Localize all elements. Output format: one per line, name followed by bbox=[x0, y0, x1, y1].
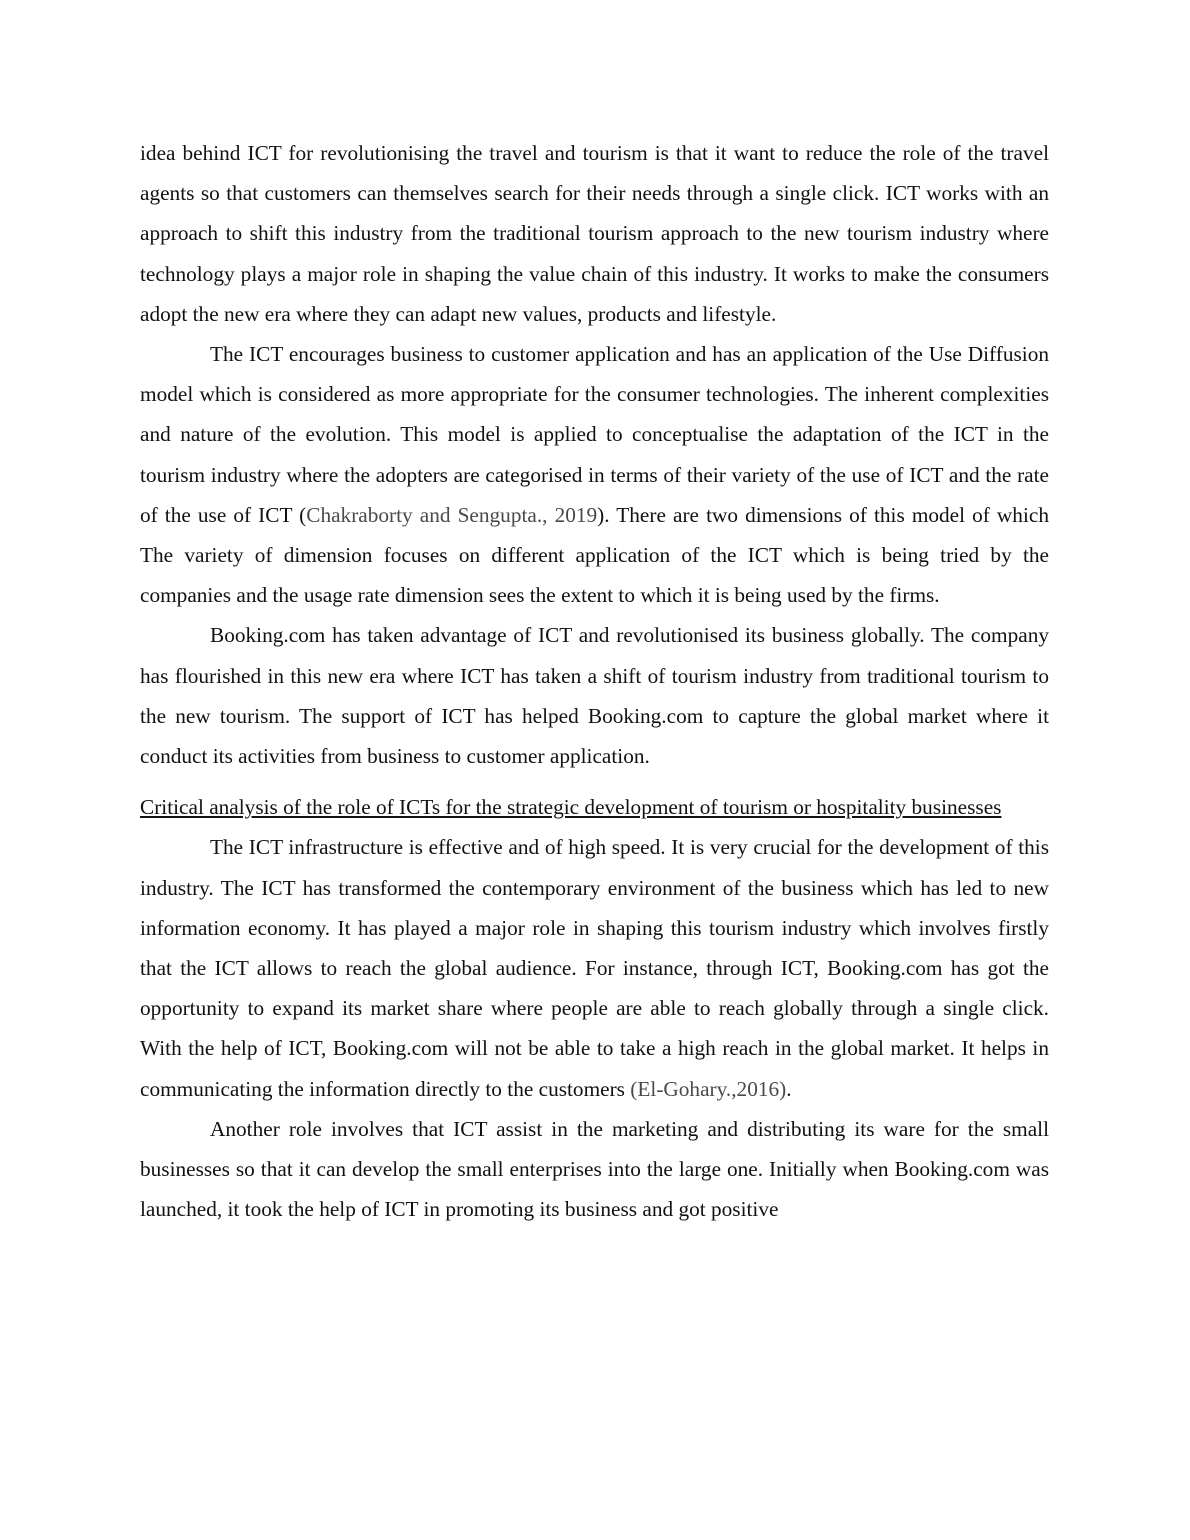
paragraph-text: idea behind ICT for revolutionising the travel and tourism is that it want to reduce the role of the travel agents so that customers can themselves search for their needs through a single click. ICT works with an approach to shift this industry from the traditional tourism approach to the new tourism industry where technology plays a major role in shaping the value chain of this industry. It works to make the consumers adopt the new era where they can adapt new values, products and lifestyle. bbox=[140, 141, 1049, 326]
paragraph-text: Booking.com has taken advantage of ICT and revolutionised its business globally. The company has flourished in this new era where ICT has taken a shift of tourism industry from traditional tourism to the new tourism. The support of ICT has helped Booking.com to capture the global market where it conduct its activities from business to customer application. bbox=[140, 623, 1049, 769]
paragraph-ict-infrastructure bbox=[140, 827, 1049, 1108]
paragraph-text: ). There are two dimensions of this model of which The variety of dimension focuses on different application of the ICT which is being tried by the companies and the usage rate dimension sees the extent to which it is being used by the firms. bbox=[140, 502, 1049, 608]
paragraph-text: . bbox=[786, 1076, 792, 1101]
citation: (El-Gohary.,2016) bbox=[630, 1076, 787, 1101]
paragraph-booking-advantage bbox=[140, 615, 1049, 776]
section-heading: Critical analysis of the role of ICTs for the strategic development of tourism or hospitality businesses bbox=[140, 795, 1002, 820]
citation: Chakraborty and Sengupta., 2019 bbox=[306, 502, 598, 527]
paragraph-marketing-role bbox=[140, 1109, 1049, 1230]
paragraph-use-diffusion-model bbox=[140, 334, 1049, 615]
document-page bbox=[140, 133, 1049, 1229]
paragraph-text: Another role involves that ICT assist in the marketing and distributing its ware for the small businesses so that it can develop the small enterprises into the large one. Initially when Booking.com was launched, it took the help of ICT in promoting its business and got positive bbox=[140, 1116, 1049, 1222]
paragraph-text: The ICT encourages business to customer application and has an application of the Use Diffusion model which is considered as more appropriate for the consumer technologies. The inherent complexities and nature of the evolution. This model is applied to conceptualise the adaptation of the ICT in the tourism industry where the adopters are categorised in terms of their variety of the use of ICT and the rate of the use of ICT ( bbox=[140, 342, 1049, 527]
paragraph-ict-idea bbox=[140, 133, 1049, 334]
paragraph-text: The ICT infrastructure is effective and of high speed. It is very crucial for the development of this industry. The ICT has transformed the contemporary environment of the business which has led to new information economy. It has played a major role in shaping this tourism industry which involves firstly that the ICT allows to reach the global audience. For instance, through ICT, Booking.com has got the opportunity to expand its market share where people are able to reach globally through a single click. With the help of ICT, Booking.com will not be able to take a high reach in the global market. It helps in communicating the information directly to the customers bbox=[140, 835, 1049, 1101]
